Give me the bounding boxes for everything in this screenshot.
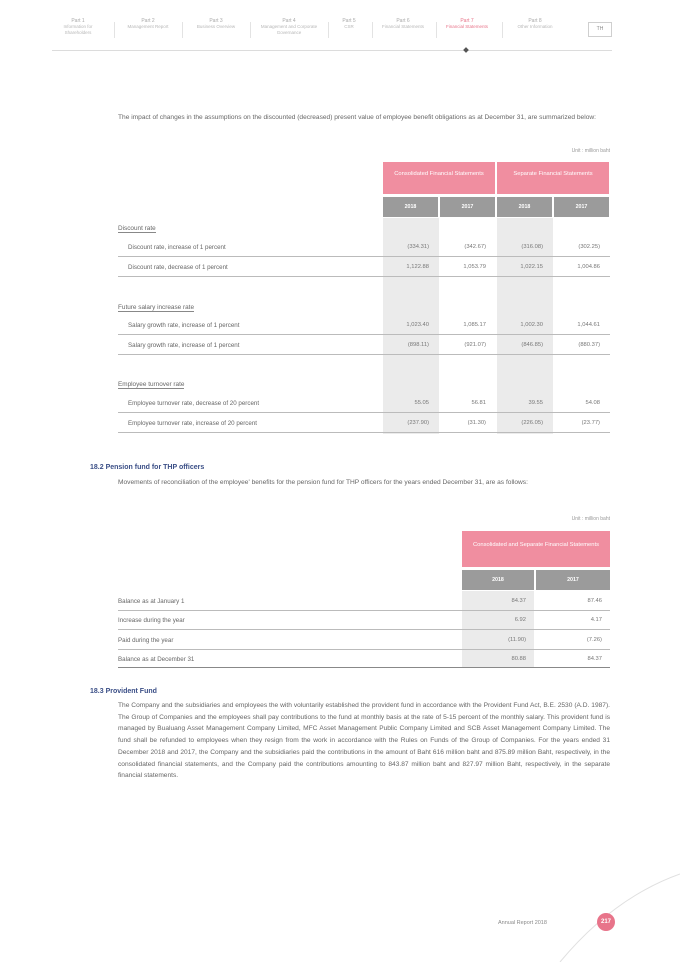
nav-item-part-5[interactable] [334,18,364,30]
nav-separator [114,22,115,38]
row-divider [118,276,610,277]
nav-separator [182,22,183,38]
nav-item-subtitle: Financial Statements [445,24,489,29]
cell-value: (226.05) [521,420,543,426]
row-label: Salary growth rate, increase of 1 percent [128,322,240,329]
row-divider [118,256,610,257]
cell-value: (237.90) [407,420,429,426]
nav-item-title: Part 8 [528,18,542,24]
cell-value: (7.26) [586,637,602,643]
cell-value: 1,004.86 [577,264,600,270]
nav-item-subtitle: Management and Corporate Governance [260,24,318,35]
row-divider [118,354,610,355]
year-header: 2017 [554,197,609,217]
cell-value: (921.07) [464,342,486,348]
nav-separator [372,22,373,38]
cell-value: 1,023.40 [406,322,429,328]
section-heading-pension-fund: 18.2 Pension fund for THP officers [90,464,205,471]
nav-item-title: Part 1 [71,18,85,24]
nav-item-subtitle: Business Overview [196,24,236,29]
cell-value: (846.85) [521,342,543,348]
language-toggle-button[interactable]: TH [588,22,612,37]
nav-item-part-8[interactable] [510,18,560,30]
cell-value: 87.46 [587,598,602,604]
cell-value: (898.11) [407,342,429,348]
row-label: Paid during the year [118,637,174,644]
year-header: 2018 [383,197,438,217]
nav-item-title: Part 4 [282,18,296,24]
group-label-salary-increase: Future salary increase rate [118,304,195,311]
nav-item-title: Part 3 [209,18,223,24]
cell-value: (11.90) [508,637,526,643]
group-label-turnover-rate: Employee turnover rate [118,381,185,388]
cell-value: 54.08 [585,400,600,406]
nav-separator [328,22,329,38]
cell-value: 1,002.30 [520,322,543,328]
nav-item-part-1[interactable] [52,18,104,36]
cell-value: 55.05 [414,400,429,406]
year-header: 2018 [497,197,552,217]
year-header: 2018 [462,570,534,590]
active-marker-icon [463,47,469,53]
cell-value: 1,053.79 [463,264,486,270]
unit-label: Unit : million baht [571,516,610,522]
cell-value: (302.25) [578,244,600,250]
section-heading-provident-fund: 18.3 Provident Fund [90,688,157,695]
row-divider [118,649,610,650]
row-label: Employee turnover rate, increase of 20 percent [128,420,257,427]
cell-value: (31.30) [467,420,486,426]
row-label: Increase during the year [118,617,185,624]
row-divider [118,610,610,611]
cell-value: 1,022.15 [520,264,543,270]
cell-value: 80.88 [511,656,526,662]
decorative-curve [540,860,680,962]
nav-item-subtitle: Information for Shareholders [63,24,93,35]
intro-paragraph: The impact of changes in the assumptions on the discounted (decreased) present value of employee benefit obligations as at December 31, are summarized below: [118,114,596,121]
nav-item-part-7[interactable] [442,18,492,30]
nav-divider [52,50,612,51]
cell-value: 84.37 [587,656,602,662]
cell-value: 39.55 [528,400,543,406]
nav-separator [436,22,437,38]
nav-item-subtitle: Financial Statements [381,24,425,29]
cell-value: 56.81 [471,400,486,406]
provident-fund-paragraph: The Company and the subsidiaries and employees the with voluntarily established the provident fund in accordance with the Provident Fund Act, B.E. 2530 (A.D. 1987). The Group of Companies and the employees shall pay contributions to the fund at monthly basis at the rate of 5-15 percent of the monthly salary. This provident fund is managed by Bualuang Asset Management Company Limited, MFC Asset Management Public Company Limited and SCB Asset Management Company Limited. The fund shall be refunded to employees when they resign from the work in accordance with the Rules on Funds of the Group of Companies. For the years ended 31 December 2018 and 2017, the Company and the subsidiaries paid the contributions in the amount of Baht 616 million baht and 875.89 million Baht, respectively, in the consolidated financial statements, and the Company paid the contributions amounting to 843.87 million baht and 827.97 million Baht, respectively, in the separate financial statements. [118,702,610,780]
cell-value: (880.37) [578,342,600,348]
nav-item-part-2[interactable] [122,18,174,30]
row-divider [118,629,610,630]
row-divider [118,432,610,433]
year-header: 2017 [440,197,495,217]
nav-item-subtitle: CSR [344,24,354,29]
page-number: 217 [597,913,615,931]
nav-item-subtitle: Other Information [517,24,553,29]
separate-header: Separate Financial Statements [497,162,609,194]
cell-value: 1,044.61 [577,322,600,328]
row-label: Discount rate, decrease of 1 percent [128,264,228,271]
pension-fund-paragraph: Movements of reconciliation of the employee' benefits for the pension fund for THP officers for the years ended December 31, are as follows: [118,479,528,486]
nav-item-title: Part 2 [141,18,155,24]
cell-value: 1,085.17 [463,322,486,328]
nav-item-title: Part 5 [342,18,356,24]
cell-value: (334.31) [407,244,429,250]
cell-value: (23.77) [581,420,600,426]
unit-label: Unit : million baht [571,148,610,154]
group-label-discount-rate: Discount rate [118,225,156,232]
cell-value: 84.37 [511,598,526,604]
row-label: Discount rate, increase of 1 percent [128,244,226,251]
cell-value: (316.08) [521,244,543,250]
consolidated-header: Consolidated Financial Statements [383,162,495,194]
row-label: Employee turnover rate, decrease of 20 percent [128,400,260,407]
row-label: Balance as at December 31 [118,656,195,663]
year-header: 2017 [536,570,610,590]
cell-value: 1,122.88 [406,264,429,270]
combined-header: Consolidated and Separate Financial Statements [462,531,610,567]
row-label: Salary growth rate, increase of 1 percent [128,342,240,349]
footer-report-title: Annual Report 2018 [498,920,547,926]
nav-item-title: Part 6 [396,18,410,24]
nav-separator [502,22,503,38]
nav-item-title: Part 7 [460,18,474,24]
nav-item-subtitle: Management Report [127,24,169,29]
row-divider [118,412,610,413]
nav-item-part-3[interactable] [190,18,242,30]
cell-value: 4.17 [590,617,602,623]
cell-value: (342.67) [464,244,486,250]
top-navigation [52,18,612,52]
nav-item-part-4[interactable] [258,18,320,36]
nav-item-part-6[interactable] [378,18,428,30]
row-divider [118,334,610,335]
nav-separator [250,22,251,38]
cell-value: 6.92 [514,617,526,623]
row-divider [118,667,610,668]
row-label: Balance as at January 1 [118,598,185,605]
